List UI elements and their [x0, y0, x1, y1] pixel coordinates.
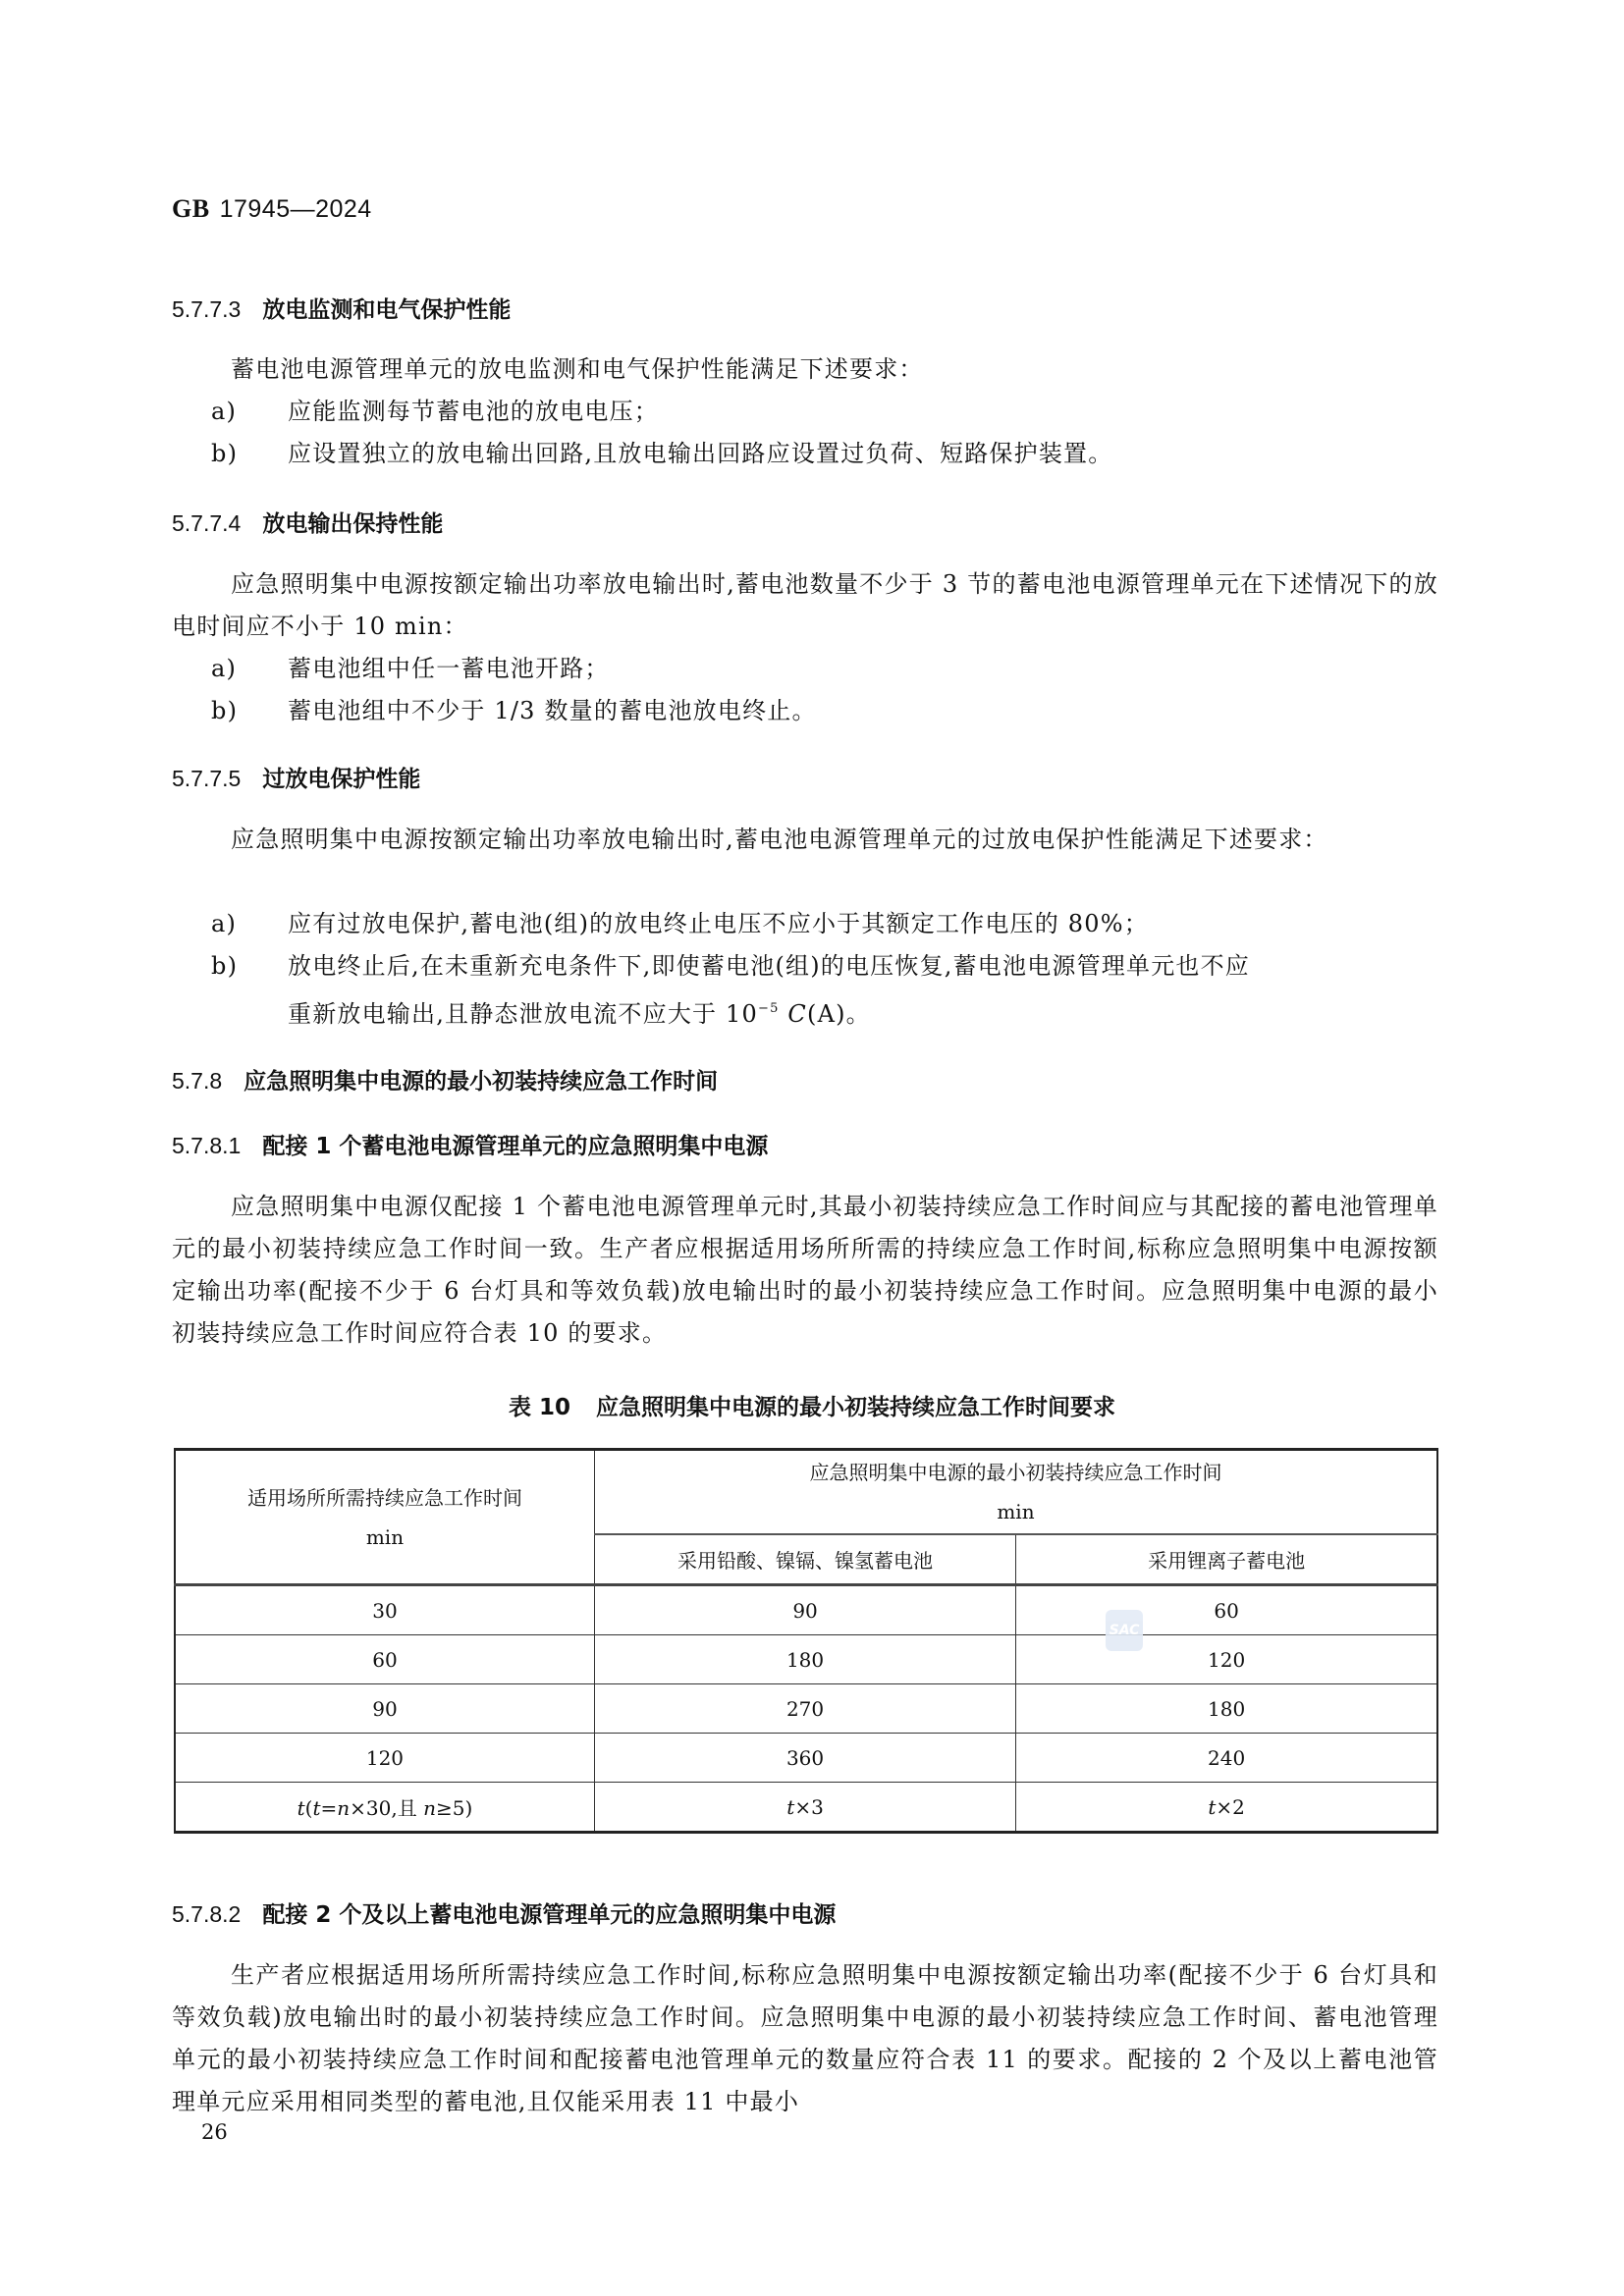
- section-number: 5.7.8.2: [172, 1901, 242, 1927]
- list-label: b): [211, 697, 239, 724]
- column-header-lithium-ion: 采用锂离子蓄电池: [1016, 1534, 1437, 1585]
- math-variable: t: [1208, 1794, 1217, 1819]
- list-label: a): [211, 910, 238, 937]
- table-cell: 30: [175, 1585, 594, 1635]
- list-item: [211, 903, 1438, 945]
- section-number: 5.7.7.4: [172, 510, 242, 536]
- table-row-formula: [175, 1783, 1437, 1833]
- section-heading-5781: [172, 1128, 768, 1160]
- table-cell: 240: [1016, 1734, 1437, 1783]
- paragraph: 应急照明集中电源按额定输出功率放电输出时,蓄电池电源管理单元的过放电保护性能满足下述要求：: [231, 826, 1328, 853]
- paragraph: 应急照明集中电源仅配接 1 个蓄电池电源管理单元时,其最小初装持续应急工作时间应与其配接的蓄电池管理单元的最小初装持续应急工作时间一致。生产者应根据适用场所所需的持续应急工作时间,标称应急照明集中电源按额定输出功率(配接不少于 6 台灯具和等效负载)放电输出时的最小初装持续应急工作时间。应急照明集中电源的最小初装持续应急工作时间应符合表 10 的要求。: [172, 1193, 1438, 1347]
- column-header-lead-acid: 采用铅酸、镍镉、镍氢蓄电池: [594, 1534, 1015, 1585]
- page-number: 26: [201, 2120, 228, 2144]
- formula-text: (: [304, 1796, 313, 1820]
- math-variable: C: [787, 1000, 807, 1028]
- list-label: a): [211, 655, 238, 682]
- list-text-continuation: [211, 988, 1438, 1036]
- list-text: 放电终止后,在未重新充电条件下,即使蓄电池(组)的电压恢复,蓄电池电源管理单元也不应: [288, 952, 1251, 980]
- table-cell: 90: [175, 1684, 594, 1734]
- section-title: 放电监测和电气保护性能: [262, 297, 512, 323]
- list-label: b): [211, 952, 239, 980]
- section-heading-5774: [172, 506, 443, 538]
- math-variable: t: [312, 1796, 321, 1820]
- table-header-row: [175, 1450, 1437, 1535]
- section-number: 5.7.7.3: [172, 296, 242, 322]
- table-title: 应急照明集中电源的最小初装持续应急工作时间要求: [596, 1395, 1115, 1420]
- header-unit: min: [365, 1524, 405, 1549]
- table-cell-formula: [175, 1783, 594, 1833]
- list-item: [211, 391, 1438, 433]
- standard-prefix: GB: [172, 194, 210, 223]
- table-row: [175, 1585, 1437, 1635]
- math-variable: n: [337, 1796, 351, 1820]
- section-title: 配接 1 个蓄电池电源管理单元的应急照明集中电源: [262, 1134, 769, 1159]
- header-unit: min: [997, 1500, 1035, 1523]
- math-variable: t: [786, 1794, 795, 1819]
- list-item: [211, 648, 1438, 690]
- table-cell: 60: [175, 1635, 594, 1684]
- list-text: 应设置独立的放电输出回路,且放电输出回路应设置过负荷、短路保护装置。: [288, 440, 1113, 467]
- math-variable: t: [297, 1796, 305, 1820]
- column-group-header: [594, 1450, 1437, 1535]
- formula-text: ≥5): [435, 1796, 473, 1820]
- section-heading-578: [172, 1063, 718, 1095]
- section-title: 配接 2 个及以上蓄电池电源管理单元的应急照明集中电源: [262, 1902, 837, 1928]
- section-number: 5.7.8: [172, 1068, 223, 1094]
- table-cell-formula: [594, 1783, 1015, 1833]
- paragraph: 生产者应根据适用场所所需持续应急工作时间,标称应急照明集中电源按额定输出功率(配接不少于 6 台灯具和等效负载)放电输出时的最小初装持续应急工作时间。应急照明集中电源的最小初装持续应急工作时间、蓄电池管理单元的最小初装持续应急工作时间和配接蓄电池管理单元的数量应符合表 11 的要求。配接的 2 个及以上蓄电池管理单元应采用相同类型的蓄电池,且仅能采用表 11 中最小: [172, 1961, 1438, 2115]
- table-cell-formula: [1016, 1783, 1437, 1833]
- section-heading-5782: [172, 1896, 836, 1929]
- table-number: 表 10: [508, 1395, 570, 1420]
- list-label: b): [211, 440, 239, 467]
- list-text: 蓄电池组中任一蓄电池开路；: [288, 655, 610, 682]
- list-item: [211, 690, 1438, 732]
- formula-text: ×2: [1216, 1794, 1245, 1819]
- header-text: 适用场所所需持续应急工作时间: [246, 1485, 522, 1510]
- sac-watermark-logo: SAC: [1106, 1610, 1143, 1651]
- list-item: [211, 945, 1438, 1036]
- table-cell: 180: [1016, 1684, 1437, 1734]
- table-caption: [0, 1389, 1624, 1421]
- table-10: [174, 1448, 1438, 1834]
- formula-text: =: [320, 1796, 338, 1820]
- exponent: −5: [758, 1001, 780, 1016]
- math-variable: n: [423, 1796, 436, 1820]
- section-heading-5775: [172, 761, 420, 793]
- standard-number: 17945—2024: [219, 195, 372, 223]
- section-title: 应急照明集中电源的最小初装持续应急工作时间: [244, 1069, 719, 1095]
- list-item: [211, 433, 1438, 475]
- list-text: 重新放电输出,且静态泄放电流不应大于 10: [288, 1000, 758, 1028]
- document-id: [172, 194, 372, 224]
- list-text: 应有过放电保护,蓄电池(组)的放电终止电压不应小于其额定工作电压的 80%；: [288, 910, 1149, 937]
- list-label: a): [211, 398, 238, 425]
- list-text: 蓄电池组中不少于 1/3 数量的蓄电池放电终止。: [288, 697, 817, 724]
- table-row: [175, 1635, 1437, 1684]
- formula-text: ×30,且: [350, 1796, 424, 1820]
- table-cell: 60: [1016, 1585, 1437, 1635]
- paragraph: 蓄电池电源管理单元的放电监测和电气保护性能满足下述要求：: [231, 355, 924, 383]
- section-title: 放电输出保持性能: [262, 511, 444, 537]
- table-cell: 180: [594, 1635, 1015, 1684]
- section-title: 过放电保护性能: [262, 767, 421, 792]
- paragraph: 应急照明集中电源按额定输出功率放电输出时,蓄电池数量不少于 3 节的蓄电池电源管理单元在下述情况下的放电时间应不小于 10 min：: [172, 570, 1438, 640]
- table-row: [175, 1734, 1437, 1783]
- table-cell: 120: [175, 1734, 594, 1783]
- section-number: 5.7.7.5: [172, 766, 242, 791]
- list-text: (A)。: [807, 1000, 871, 1028]
- table-cell: 360: [594, 1734, 1015, 1783]
- formula-text: ×3: [794, 1794, 824, 1819]
- table-cell: 120: [1016, 1635, 1437, 1684]
- section-number: 5.7.8.1: [172, 1133, 242, 1158]
- table-row: [175, 1684, 1437, 1734]
- table-cell: 90: [594, 1585, 1015, 1635]
- header-text: 应急照明集中电源的最小初装持续应急工作时间: [809, 1461, 1222, 1484]
- list-text: 应能监测每节蓄电池的放电电压；: [288, 398, 659, 425]
- table-cell: 270: [594, 1684, 1015, 1734]
- section-heading-5773: [172, 292, 511, 324]
- column-header-required-time: [175, 1450, 594, 1585]
